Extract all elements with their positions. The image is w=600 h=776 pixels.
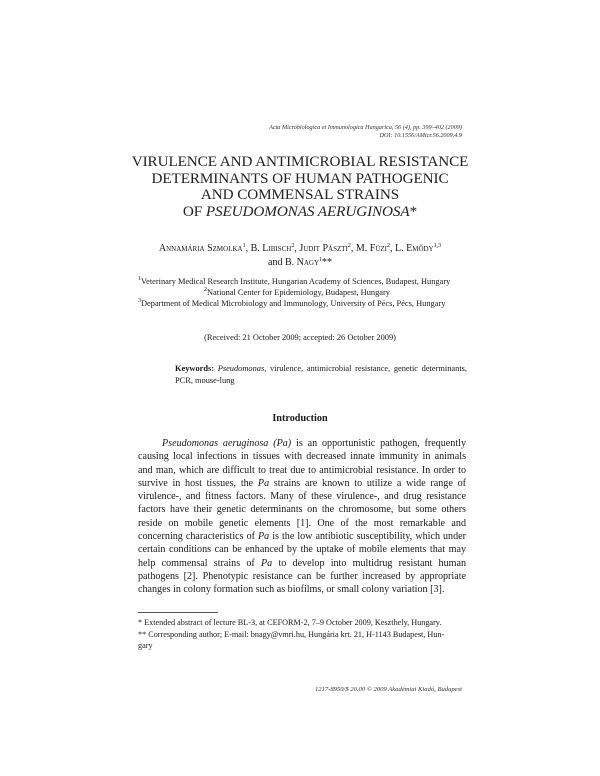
author-affil-sup: 2 [291,243,295,249]
author-libisch: Libisch [262,243,292,254]
author-sep: , M. [350,243,370,254]
body-text: is the low antibiotic susceptibility, which under certain conditions can be enhanced by the uptake of mobile elements that may help commensal strains of [138,531,466,569]
footnote-1: * Extended abstract of lecture BL-3, at CEFORM-2, 7–9 October 2009, Keszthely, Hungary. [138,618,442,627]
received-dates: (Received: 21 October 2009; accepted: 26 October 2009) [204,333,396,342]
affiliation-1 [138,276,468,287]
copyright-line: 1217-8950/$ 20.00 © 2009 Akadémiai Kiadó, Budapest [314,686,462,693]
affiliation-2 [138,287,468,298]
footnote-2-cont: gary [138,641,153,651]
footnotes [138,617,468,652]
affiliation-3 [138,298,468,309]
author-affil-sup: 2 [387,243,390,249]
title-line-3: AND COMMENSAL STRAINS [200,186,400,203]
species-italic: Pa [258,531,270,543]
affiliation-num: 3 [138,298,141,305]
author-affil-sup: 2 [347,243,351,249]
title-line-1: VIRULENCE AND ANTIMICROBIAL RESISTANCE [131,153,469,170]
journal-name: Acta Microbiologica et Immunologica Hungarica, 56 (4), pp. 399–402 (2009) [269,124,462,131]
corresponding-mark: ** [322,256,332,268]
title-prefix: OF [182,202,206,220]
author-sep: , L. [390,243,407,254]
paper-title [120,154,480,220]
species-italic: Pa [257,477,270,489]
affiliations [138,276,468,310]
affiliation-text: Department of Medical Microbiology and Immunology, University of Pécs, Pécs, Hungary [141,299,446,309]
affiliation-num: 1 [138,276,141,282]
author-line-2 [120,256,480,270]
species-italic: Pa [261,557,273,569]
author-affil-sup: 1 [319,256,322,263]
keyword-pseudomonas: Pseudomonas, [217,364,267,373]
title-line-2: DETERMINANTS OF HUMAN PATHOGENIC [151,169,449,187]
body-text: strains are known to utilize a wide range of virulence-, and fitness factors. Many of these virulence-, and drug resistance factors have their genetic determinants on the chromosome, but some others reside on mobile genetic elements [1]. One of the most remarkable and concerning characteristics of [138,477,466,543]
author-emody: Emődy [406,243,434,254]
doi: DOI: 10.1556/AMicr.56.2009.4.9 [379,132,462,139]
author-line-1 [120,242,480,256]
journal-citation [269,124,462,140]
title-species: PSEUDOMONAS AERUGINOSA [205,202,410,220]
footnote-2: ** Corresponding author; E-mail: bnagy@vmri.hu, Hungária krt. 21, H-1143 Budapest, Hun- [138,629,445,639]
author-paszti: Judit Pászti [299,243,348,254]
author-fuzi: Füzi [369,243,387,254]
author-affil-sup: 1,3 [433,243,442,249]
author-nagy: Nagy [296,256,319,268]
author-sep: and B. [268,256,297,268]
affiliation-text: Veterinary Medical Research Institute, Hungarian Academy of Sciences, Budapest, Hungary [141,277,451,286]
body-text: is an opportunistic pathogen, frequently causing local infections in tissues with decreased innate immunity in animals and man, which are difficult to treat due to antimicrobial resistance. In order to survive in host tissues, the [138,438,466,489]
keywords [175,363,467,386]
paragraph [138,437,466,597]
species-italic: Pseudomonas aeruginosa (Pa) [162,438,292,449]
body-text: to develop into multidrug resistant human pathogens [2]. Phenotypic resistance can be further increased by appropriate changes in colony formation such as biofilms, or small colony variation [3]. [138,557,467,596]
footnote-rule [138,612,218,613]
affiliation-num: 2 [204,287,207,294]
author-szmolka: Annamária Szmolka [158,243,243,254]
introduction-body [138,437,466,597]
keywords-list: virulence, antimicrobial resistance, genetic determinants, PCR, mouse-lung [175,364,467,385]
section-heading-introduction: Introduction [272,413,328,424]
author-list [120,242,480,269]
author-sep: , B. [245,243,263,254]
title-line-4 [120,204,480,221]
keywords-label: Keywords: [175,364,215,373]
author-affil-sup: 1 [242,243,246,249]
author-sep: , [294,243,300,254]
affiliation-text: National Center for Epidemiology, Budapest, Hungary [207,288,390,298]
title-footnote-mark: * [409,202,418,220]
